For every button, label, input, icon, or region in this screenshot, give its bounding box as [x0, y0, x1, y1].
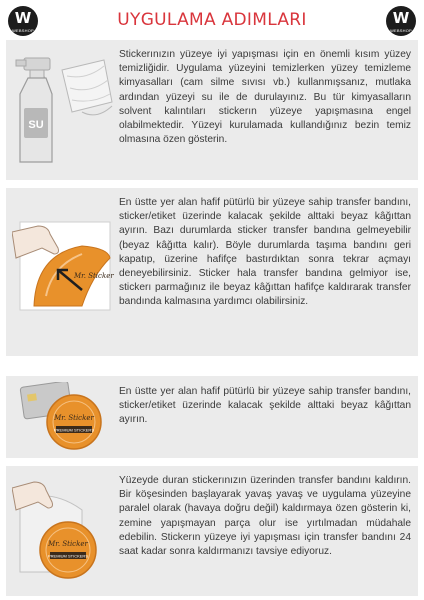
- step-1-panel: [6, 40, 418, 180]
- step-3-panel: [6, 376, 418, 458]
- sticker-label: Mr. Sticker: [54, 414, 94, 422]
- logo-mark: W: [14, 9, 32, 27]
- sticker-label: Mr. Sticker: [48, 540, 88, 548]
- brand-logo-right: [386, 6, 416, 36]
- sticker-sub: PREMIUM STICKERS: [47, 553, 89, 559]
- squeegee-card-icon: [12, 382, 116, 452]
- logo-subtext: WEBSHOP: [390, 28, 412, 33]
- sticker-sub: PREMIUM STICKERS: [53, 427, 95, 433]
- bottle-label: SU: [28, 119, 44, 131]
- sticker-label: Mr. Sticker: [74, 272, 114, 280]
- page-title: UYGULAMA ADIMLARI: [117, 10, 307, 30]
- step-4-panel: [6, 466, 418, 596]
- logo-mark: W: [392, 9, 410, 27]
- logo-subtext: WEBSHOP: [12, 28, 34, 33]
- step-1-text: Stickerınızın yüzeye iyi yapışması için en önemli kısım yüzey temizliğidir. Uygulama yüzeyini temizlerken yüzey temizleme kimyasalları (cam silme sıvısı vb.) kullanmışsanız, mutlaka ardından yüzeyi su ile de durulayınız. Bu tür kimyasalların solvent kalıntıları stickerın yüzeye yapışmasına engel olabilmektedir. Yüzeyi kurulamada kullandığınız bezin temiz olmasına özen gösterin.: [119, 49, 411, 146]
- peel-transfer-tape-icon: [12, 218, 116, 314]
- cloth-icon: [62, 60, 112, 115]
- step-4-text: Yüzeyde duran stickerınızın üzerinden transfer bandını kaldırın. Bir köşesinden başlayarak yavaş yavaş ve uygulama yüzeyine paralel olarak (havaya doğru değil) kaldırmaya özen gösterin ki, zemine yapışmayan parça olur ise yırtılmadan müdahale edebilin. Stickerın yüzeye iyi yapışması için transfer bandını 24 saat kadar sonra kaldırmanızı tavsiye ediyoruz.: [119, 475, 411, 558]
- step-2-text: En üstte yer alan hafif pütürlü bir yüzeye sahip transfer bandını, sticker/etiket üzerinde kalacak şekilde alttaki beyaz kâğıttan ayırın. Bazı durumlarda sticker transfer bandına gelmeyebilir (beyaz kâğıtta kalır). Böyle durumlarda taşıma bandını geri kapatıp, üzerine hafifçe bastırdıktan sonra tekrar açmayı deneyebilirsiniz. Sticker hala transfer bandına gelmiyor ise, stickerı parmağınız ile beyaz kâğıttan hafifçe kaldırarak transfer bandında kalmasına yardımcı olabilirsiniz.: [119, 197, 411, 308]
- step-3-text: En üstte yer alan hafif pütürlü bir yüzeye sahip transfer bandını, sticker/etiket üzerinde kalacak şekilde alttaki beyaz kâğıttan ayırın.: [119, 386, 411, 426]
- step-2-panel: [6, 188, 418, 356]
- sticker-badge: [47, 395, 101, 449]
- spray-bottle-and-cloth-icon: [12, 50, 116, 168]
- sticker-badge: [40, 522, 96, 578]
- remove-transfer-tape-icon: [12, 480, 116, 586]
